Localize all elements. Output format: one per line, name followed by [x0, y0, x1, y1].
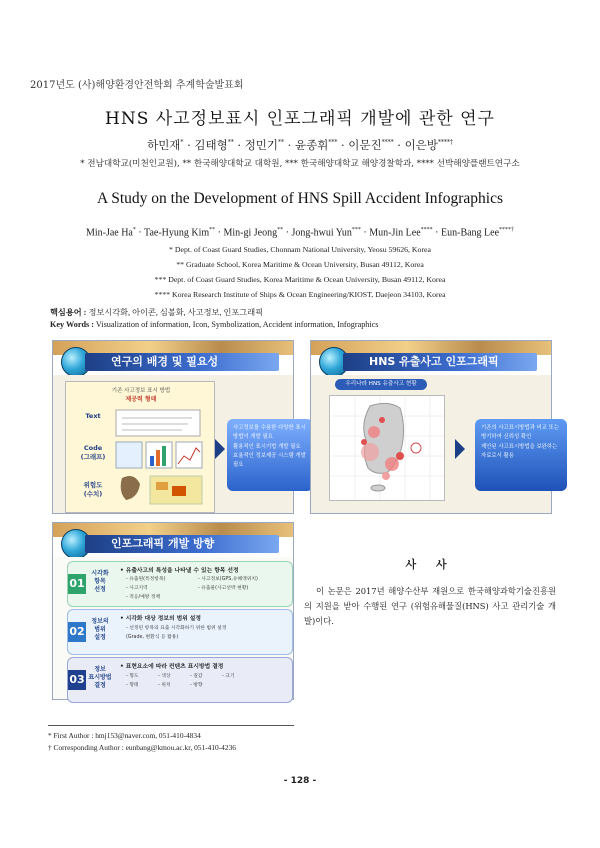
author-name: Eun-Bang Lee: [441, 227, 500, 239]
paper-title-english: A Study on the Development of HNS Spill Accident Infographics: [97, 190, 503, 207]
sheet-illustration: [112, 406, 210, 510]
author-name: 이은방: [404, 138, 438, 152]
panel-banner: HNS 유출사고 인포그래픽: [343, 353, 537, 371]
author-mark: ****: [381, 139, 394, 147]
figure-panel-direction: [52, 522, 294, 700]
row-detail: - 색상: [158, 674, 171, 679]
arrow-right-icon: [455, 439, 465, 459]
korea-accident-map: [329, 395, 445, 501]
korea-map-illustration: [330, 396, 444, 500]
affiliation-english: **** Korea Research Institute of Ships & Ocean Engineering/KIOST, Daejeon 34103, Korea: [154, 290, 446, 299]
sheet-subheading: 제공력 형태: [125, 396, 157, 403]
row-heading: • 유출사고의 특성을 나타낼 수 있는 항목 선정: [120, 568, 239, 574]
authors-english: Min-Jae Ha* · Tae-Hyung Kim** · Min-gi Jeong** · Jong-hwui Yun*** · Mun-Jin Lee**** · Eun-Bang Lee****†: [85, 227, 515, 239]
author-name: Jong-hwui Yun: [291, 227, 352, 239]
row-detail: - 선정된 항목의 표출 시각화하기 위한 범위 설정: [126, 626, 227, 631]
keywords-value: 정보시각화, 아이콘, 심볼화, 사고정보, 인포그래픽: [88, 308, 264, 317]
author-mark: ***: [328, 139, 338, 147]
row-number: 02: [68, 622, 86, 642]
keywords-korean: [50, 307, 263, 318]
panel-body: [53, 557, 293, 699]
row-tag: 정보 표시방법 결정: [88, 666, 112, 689]
direction-row: [67, 657, 293, 703]
author-mark: ***: [351, 227, 361, 233]
row-tag: 시각화 항목 선정: [91, 570, 109, 593]
keywords-english: [50, 320, 378, 329]
panel-body: [311, 375, 560, 513]
row-detail: - 크기: [222, 674, 235, 679]
row-detail: - 적응/예방 정책: [126, 595, 161, 600]
sheet-heading: 기존 사고정보 표시 방법: [111, 388, 171, 394]
row-detail: - 질감: [190, 674, 203, 679]
row-detail: - 유출물(사고선박 현황): [198, 586, 249, 591]
label-text: Text: [85, 412, 101, 420]
need-bullet: 효율적인 정보제공 시스템 개발 필요: [233, 452, 306, 469]
existing-method-sheet: [65, 381, 215, 513]
author-mark: ****†: [499, 227, 515, 233]
row-detail: - 형도: [126, 674, 139, 679]
author-mark: **: [278, 139, 285, 147]
direction-row: [67, 561, 293, 607]
need-bullet: 활용적인 표시기법 개발 필요: [233, 443, 301, 450]
author-name: Min-Jae Ha: [85, 227, 133, 239]
footnote-corresponding-author: † Corresponding Author : eunbang@kmou.ac.kr, 051-410-4236: [48, 743, 236, 752]
panel-body: [53, 375, 306, 513]
footnote-divider: [48, 725, 294, 726]
label-risk: 위험도 (수치): [83, 481, 103, 498]
hns-summary-box: [475, 419, 567, 491]
paper-title-korean: HNS 사고정보표시 인포그래픽 개발에 관한 연구: [105, 109, 495, 129]
affiliation-english: ** Graduate School, Korea Maritime & Ocean University, Busan 49112, Korea: [176, 260, 424, 269]
author-name: 윤종휘: [294, 138, 329, 152]
author-name: 이문진: [348, 138, 382, 152]
author-mark: *: [180, 139, 184, 147]
author-name: Min-gi Jeong: [223, 227, 278, 239]
hns-bullet: 기존의 사고표시방법과 비교 또는 병기하여 신뢰성 확인: [481, 425, 560, 441]
author-name: 정민기: [244, 138, 279, 152]
hns-bullet: 제안된 사고표시방법을 보완하는 자료로서 활용: [481, 443, 558, 459]
panel-banner: 연구의 배경 및 필요성: [85, 353, 279, 371]
row-detail: - 사고정보(GPS,유해액위치): [198, 577, 258, 582]
authors-korean: 하민재* · 김태형** · 정민기** · 윤종휘*** · 이문진**** · 이은방****†: [147, 138, 453, 152]
conference-header: 2017년도 (사)해양환경안전학회 추계학술발표회: [30, 80, 244, 91]
author-mark: **: [227, 139, 234, 147]
author-mark: **: [209, 227, 216, 233]
row-detail: - 사고지역: [126, 586, 148, 591]
affiliation-korean: * 전남대학교(미천인교원), ** 한국해양대학교 대학원, *** 한국해양대학교 해양경찰학과, **** 선박해양플랜트연구소: [80, 159, 520, 169]
row-number: 03: [68, 670, 86, 690]
row-detail: - 방향: [190, 683, 203, 688]
acknowledgement-text: 이 논문은 2017년 해양수산부 재원으로 한국해양과학기술진흥원의 지원을 받아 수행된 연구 (위험유해물질(HNS) 사고 관리기술 개발)이다.: [304, 586, 556, 626]
figure-panel-background: [52, 340, 306, 514]
keywords-value: Visualization of information, Icon, Symbolization, Accident information, Infographics: [95, 320, 379, 329]
author-name: 김태형: [194, 138, 228, 152]
row-detail: - 유출원(특정항목): [126, 577, 166, 582]
author-name: Mun-Jin Lee: [369, 227, 421, 239]
page-number: - 128 -: [283, 776, 317, 786]
direction-row: [67, 609, 293, 655]
author-mark: *: [132, 227, 136, 233]
row-detail: (Grade, 변환식 등 활용): [126, 635, 179, 640]
footnote-first-author: * First Author : hmj153@naver.com, 051-410-4834: [48, 731, 201, 740]
affiliation-english: *** Dept. of Coast Guard Studies, Korea Maritime & Ocean University, Busan 49112, Korea: [154, 275, 446, 284]
need-summary-box: [227, 419, 313, 491]
acknowledgement-title: 사 사: [405, 558, 455, 571]
arrow-right-icon: [215, 439, 225, 459]
row-heading: • 표현요소에 따라 컨텐츠 표시방법 결정: [120, 664, 224, 670]
keywords-label: Key Words :: [50, 320, 94, 329]
author-mark: ****†: [437, 139, 453, 147]
row-number: 01: [68, 574, 86, 594]
affiliation-english: * Dept. of Coast Guard Studies, Chonnam National University, Yeosu 59626, Korea: [169, 245, 431, 254]
row-detail: - 형태: [126, 683, 139, 688]
figure-panel-hns: [310, 340, 560, 514]
author-name: 하민재: [147, 138, 181, 152]
panel-banner: 인포그래픽 개발 방향: [85, 535, 279, 553]
map-subtitle: 우리나라 HNS 유출사고 현황: [335, 379, 427, 390]
row-heading: • 시각화 대상 정보의 범위 설정: [120, 616, 201, 622]
author-mark: **: [277, 227, 284, 233]
row-tag: 정보의 범위 설정: [91, 618, 109, 641]
author-name: Tae-Hyung Kim: [144, 227, 210, 239]
keywords-label: 핵심용어 :: [50, 308, 87, 317]
need-bullet: 사고정보를 수용한 다양한 표시방법이 개발 필요: [233, 425, 306, 441]
author-mark: ****: [420, 227, 433, 233]
row-detail: - 위치: [158, 683, 171, 688]
label-code: Code (그래프): [80, 444, 106, 461]
